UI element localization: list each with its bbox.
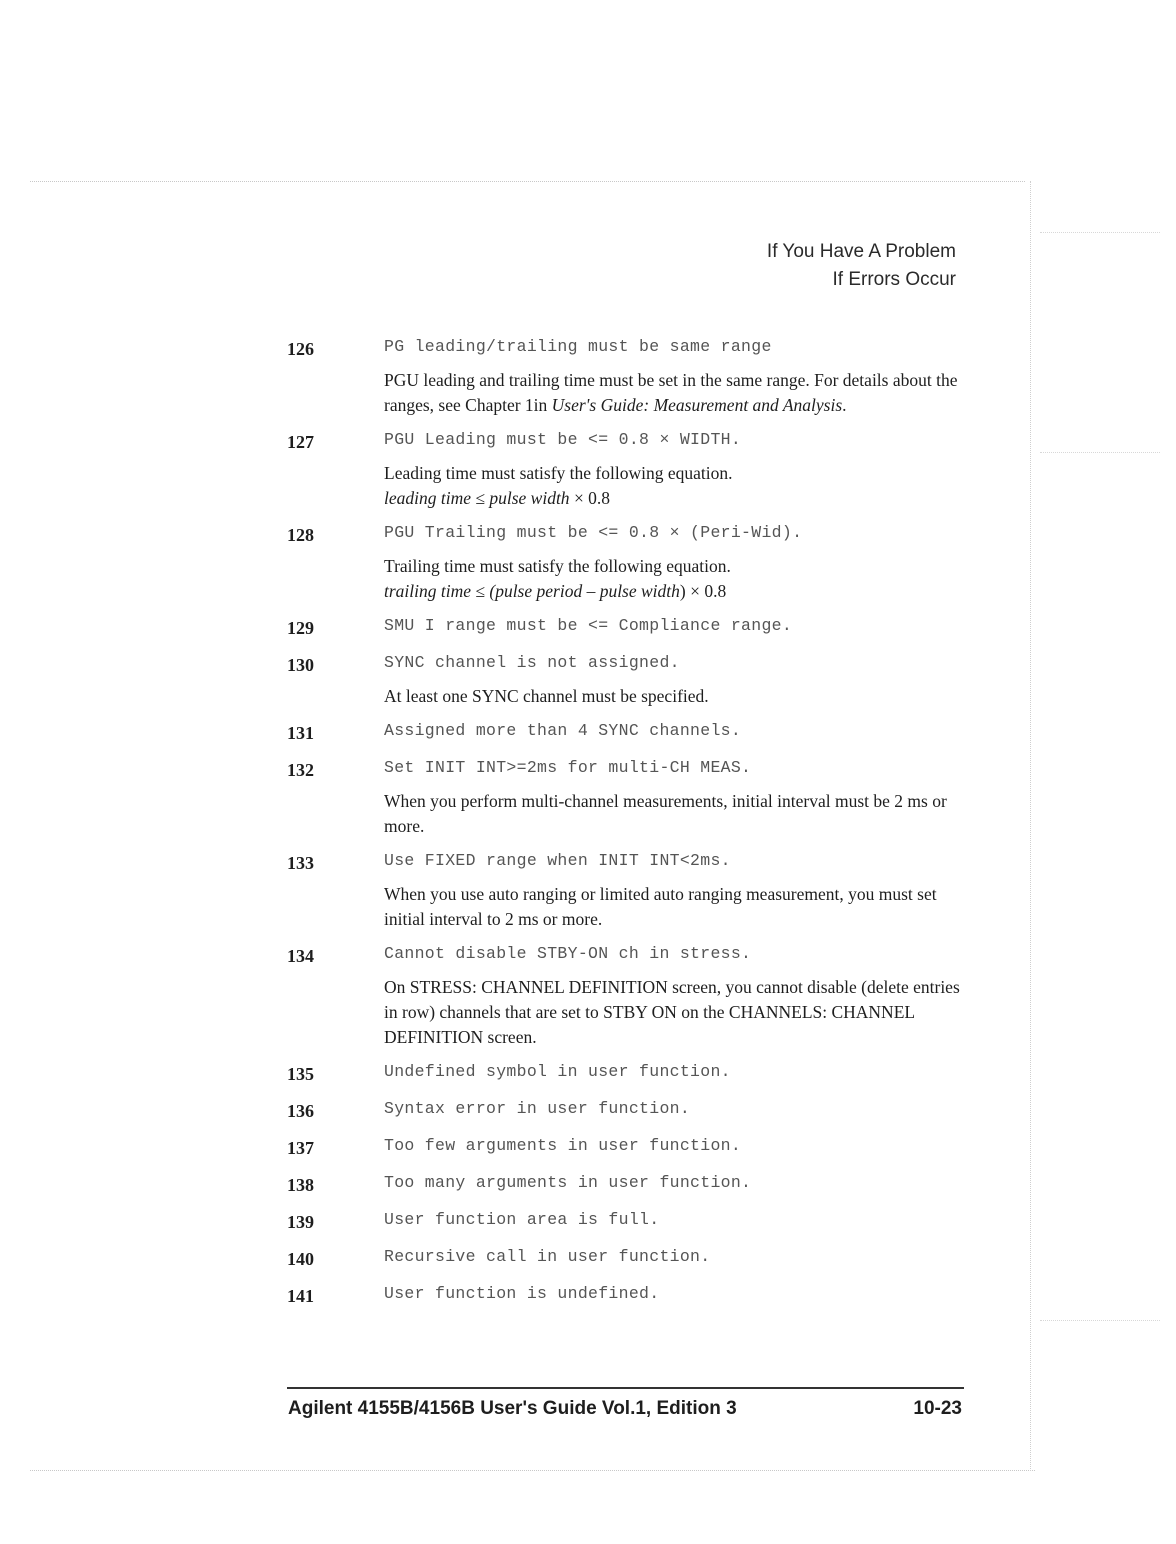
error-entry [287, 718, 967, 746]
error-body [384, 613, 967, 641]
error-body [384, 334, 967, 418]
scan-artifact [1040, 452, 1160, 453]
error-body [384, 1170, 967, 1198]
description-emphasis: trailing time ≤ (pulse period – pulse width [384, 581, 680, 601]
error-number: 131 [287, 723, 314, 743]
error-number: 141 [287, 1286, 314, 1306]
scan-edge-right [1030, 181, 1031, 1471]
error-entry [287, 1133, 967, 1161]
error-description [384, 789, 967, 839]
error-entry [287, 1170, 967, 1198]
description-emphasis: leading time ≤ pulse width [384, 488, 570, 508]
error-message: PGU Leading must be <= 0.8 × WIDTH. [384, 430, 742, 449]
error-entry [287, 1281, 967, 1309]
footer-rule [287, 1387, 964, 1389]
error-entry [287, 1059, 967, 1087]
error-body [384, 941, 967, 1050]
error-entry [287, 427, 967, 511]
error-entry [287, 1096, 967, 1124]
error-body [384, 1207, 967, 1235]
error-message: User function area is full. [384, 1210, 660, 1229]
description-text: × 0.8 [569, 488, 611, 508]
error-message: User function is undefined. [384, 1284, 660, 1303]
error-entry [287, 941, 967, 1050]
page-number: 10-23 [913, 1398, 962, 1419]
description-text: Trailing time must satisfy the following equation. [384, 556, 731, 576]
error-message: Recursive call in user function. [384, 1247, 711, 1266]
description-text: When you use auto ranging or limited auto ranging measurement, you must set initial interval to 2 ms or more. [384, 884, 937, 929]
error-number: 134 [287, 946, 314, 966]
error-body [384, 718, 967, 746]
error-message: SYNC channel is not assigned. [384, 653, 680, 672]
error-description [384, 975, 967, 1050]
description-text: . [842, 395, 847, 415]
error-message: Syntax error in user function. [384, 1099, 691, 1118]
error-body [384, 1133, 967, 1161]
error-message: Set INIT INT>=2ms for multi-CH MEAS. [384, 758, 752, 777]
error-number: 139 [287, 1212, 314, 1232]
error-description [384, 554, 967, 604]
error-entry [287, 1244, 967, 1272]
error-message: Assigned more than 4 SYNC channels. [384, 721, 742, 740]
error-body [384, 755, 967, 839]
error-entry [287, 755, 967, 839]
error-description [384, 368, 967, 418]
error-body [384, 848, 967, 932]
error-entry [287, 613, 967, 641]
scan-artifact [1040, 1320, 1160, 1321]
description-text: PGU leading and trailing time must be set in the same range. For details about the ranges, see Chapter 1in [384, 370, 958, 415]
description-text: On STRESS: CHANNEL DEFINITION screen, you cannot disable (delete entries in row) channels that are set to STBY ON on the CHANNELS: CHANNEL DEFINITION screen. [384, 977, 960, 1047]
error-message: Use FIXED range when INIT INT<2ms. [384, 851, 731, 870]
error-number: 137 [287, 1138, 314, 1158]
section-title: If Errors Occur [832, 269, 956, 290]
error-number: 127 [287, 432, 314, 452]
error-number: 133 [287, 853, 314, 873]
error-number: 126 [287, 339, 314, 359]
description-text: Leading time must satisfy the following equation. [384, 463, 733, 483]
error-number: 130 [287, 655, 314, 675]
error-number: 140 [287, 1249, 314, 1269]
error-message: Cannot disable STBY-ON ch in stress. [384, 944, 752, 963]
error-entry [287, 848, 967, 932]
error-body [384, 1244, 967, 1272]
scan-edge-bottom [30, 1470, 1035, 1471]
error-body [384, 1096, 967, 1124]
description-text: When you perform multi-channel measurements, initial interval must be 2 ms or more. [384, 791, 947, 836]
error-entry [287, 520, 967, 604]
error-number: 136 [287, 1101, 314, 1121]
footer-title: Agilent 4155B/4156B User's Guide Vol.1, Edition 3 [288, 1398, 737, 1419]
error-number: 129 [287, 618, 314, 638]
error-body [384, 1059, 967, 1087]
scan-edge-top [30, 181, 1025, 182]
error-description [384, 684, 967, 709]
error-message: Too few arguments in user function. [384, 1136, 742, 1155]
error-number: 128 [287, 525, 314, 545]
error-list [287, 334, 967, 1318]
error-body [384, 520, 967, 604]
error-body [384, 1281, 967, 1309]
error-message: Too many arguments in user function. [384, 1173, 752, 1192]
error-number: 135 [287, 1064, 314, 1084]
error-entry [287, 1207, 967, 1235]
scan-artifact [1040, 232, 1160, 233]
error-message: Undefined symbol in user function. [384, 1062, 731, 1081]
running-header [767, 238, 956, 294]
error-description [384, 882, 967, 932]
error-message: PG leading/trailing must be same range [384, 337, 772, 356]
error-number: 138 [287, 1175, 314, 1195]
error-entry [287, 334, 967, 418]
description-emphasis: User's Guide: Measurement and Analysis [551, 395, 843, 415]
error-body [384, 650, 967, 709]
description-text: ) × 0.8 [679, 581, 727, 601]
error-number: 132 [287, 760, 314, 780]
error-entry [287, 650, 967, 709]
chapter-title: If You Have A Problem [766, 241, 956, 262]
error-description [384, 461, 967, 511]
error-message: PGU Trailing must be <= 0.8 × (Peri-Wid). [384, 523, 803, 542]
description-text: At least one SYNC channel must be specified. [384, 686, 709, 706]
error-body [384, 427, 967, 511]
error-message: SMU I range must be <= Compliance range. [384, 616, 793, 635]
